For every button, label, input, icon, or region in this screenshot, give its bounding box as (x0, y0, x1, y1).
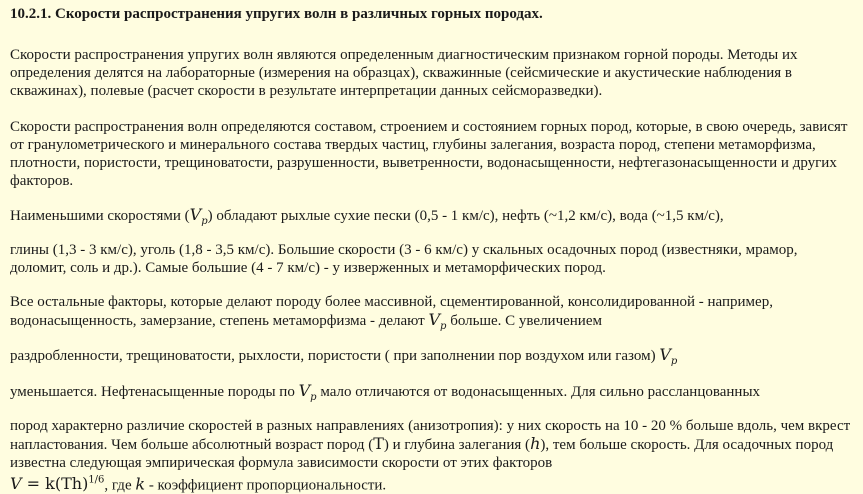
text: Наименьшими скоростями ( (10, 208, 190, 224)
text: - коэффициент пропорциональности. (148, 477, 387, 494)
spacer (10, 231, 855, 241)
text: , где (104, 477, 132, 494)
vp-symbol: $V_p$ (659, 345, 678, 368)
paragraph-factors: Скорости распространения волн определяются составом, строением и состоянием горных пород, которые, в свою очередь, зависят от гранулометрического и минерального состава твердых частиц, глубины залегания, возраста пород, степени метаморфизма, плотности, пористости, трещиноватости, разрушенности, выветренности, водонасыщенности, нефтегазонасыщенности и других факторов. (10, 119, 848, 189)
vp-symbol: $V_p$ (298, 380, 317, 403)
section-heading: 10.2.1. Скорости распространения упругих волн в различных горных породах. (10, 6, 543, 22)
paragraph-methods: Скорости распространения упругих волн являются определенным диагностическим признаком горной породы. Методы их определения делятся на лабораторные (измерения на образцах), скважинные (сейсмические и акустические наблюдения в скважинах), полевые (расчет скорости в результате интерпретации данных сейсморазведки). (10, 47, 798, 99)
depth-symbol: h (530, 433, 541, 453)
text: ), тем больше скорость. Для осадочных пород известна следующая эмпирическая формула зависимости скорости от этих факторов (10, 436, 834, 471)
paragraph-other-factors (10, 293, 855, 494)
text: Все остальные факторы, которые делают породу более массивной, сцементированной, консолидированной - (10, 294, 704, 311)
empirical-formula: $V = k(Th)^{1/6}$ (10, 474, 105, 494)
spacer (10, 407, 855, 417)
text: пород характерно различие скоростей в разных направлениях (анизотропия): у них скорость на 10 - 20 % больше вдоль, чем вкрест напластования. Чем больше абсолютный возраст пород ( (10, 417, 851, 453)
vp-symbol: $V_p$ (428, 310, 447, 333)
text: ) обладают рыхлые сухие пески (0,5 - 1 км/с), нефть (~1,2 км/с), вода (~1,5 км/с), (207, 208, 724, 224)
text: уменьшается. Нефтенасыщенные породы по (10, 383, 295, 400)
text: глины (1,3 - 3 км/с), уголь (1,8 - 3,5 км/с). Большие скорости (3 - 6 км/с) у скальных осадочных пород (известняки, мрамор, доломит, соль и др.). Самые большие (4 - 7 км/с) - у изверженных и метаморфических пород. (10, 242, 798, 277)
text: раздробленности, трещиноватости, рыхлости, пористости ( при заполнении пор воздухом или газом) (10, 348, 656, 365)
coefficient-symbol: k (135, 474, 146, 494)
spacer (10, 336, 855, 346)
age-symbol: T (373, 433, 384, 453)
text: ) и глубина залегания ( (383, 436, 531, 453)
text: мало отличаются от водонасыщенных. Для сильно рассланцованных (320, 383, 761, 400)
text: например, водонасыщенность, замерзание, степень метаморфизма - делают (10, 294, 773, 330)
vp-symbol: $V_p$ (189, 205, 208, 228)
paragraph-low-velocities (10, 206, 855, 277)
spacer (10, 372, 855, 382)
text: больше. С увеличением (450, 313, 602, 330)
